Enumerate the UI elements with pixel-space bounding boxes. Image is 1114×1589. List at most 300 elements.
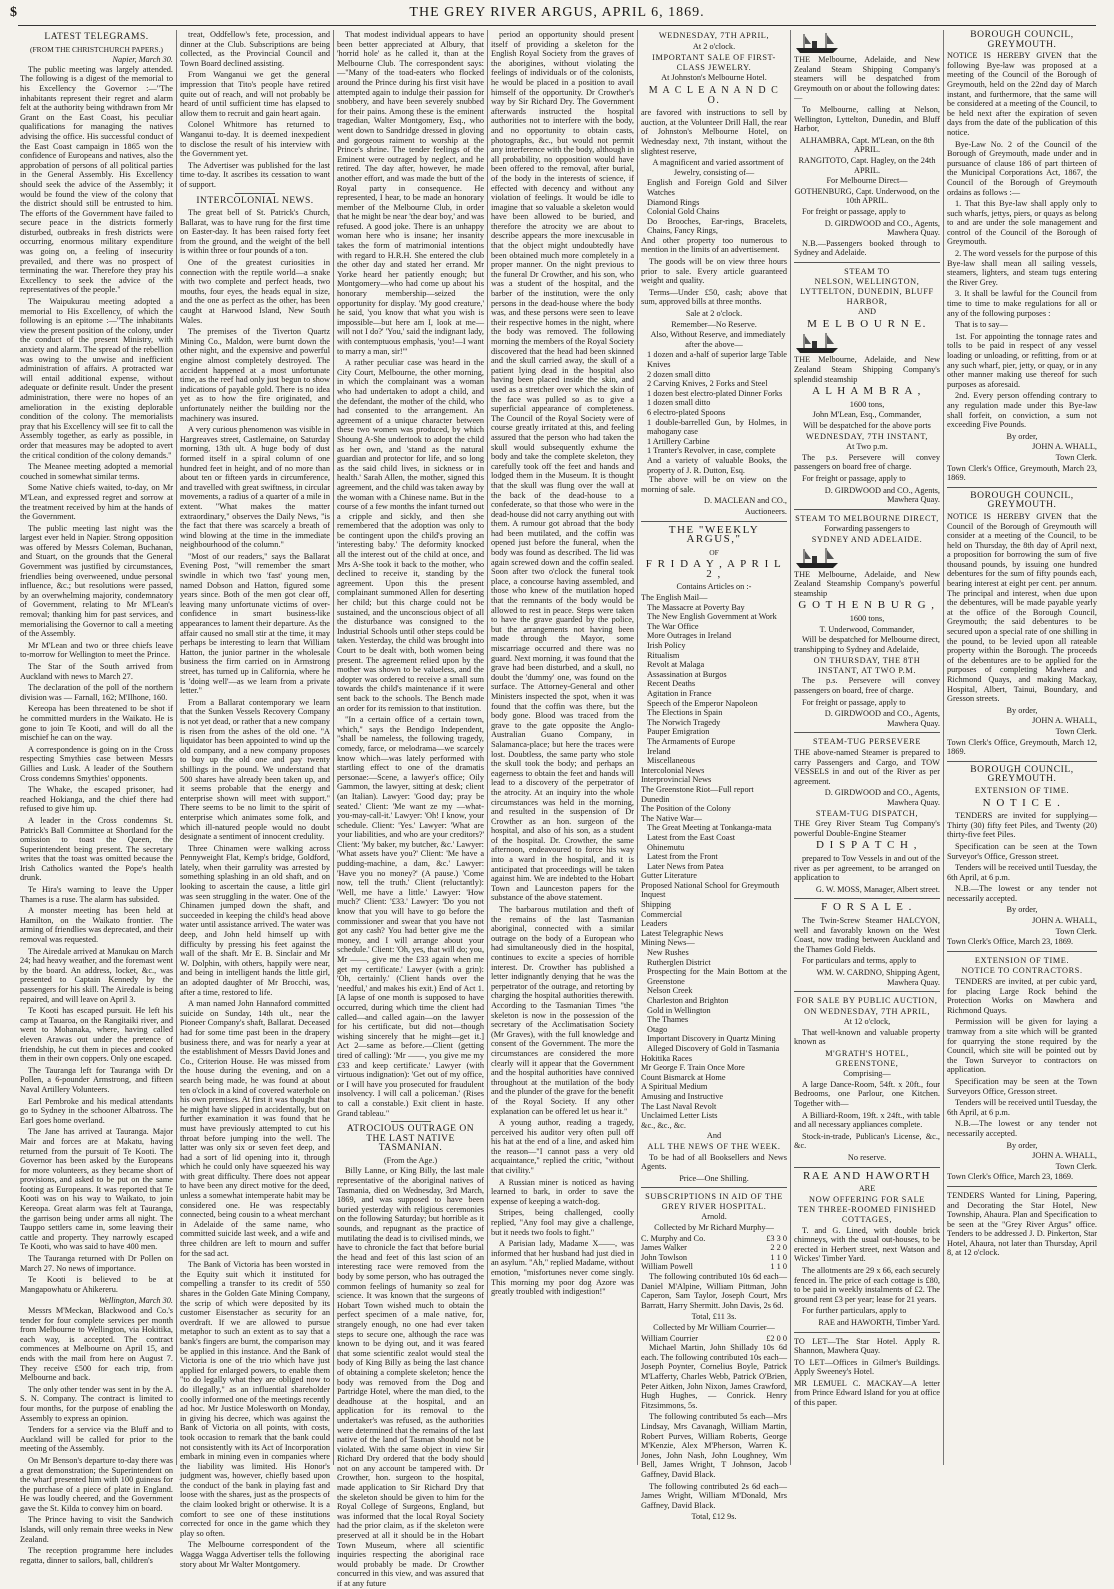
list-item: Hokitika Races (641, 1053, 692, 1063)
list-item: The Thames (647, 1015, 689, 1025)
divider (947, 951, 1097, 952)
paragraph: The declaration of the poll of the northern division was — Farnall, 162; M'Ilhone, 160. (20, 683, 173, 702)
ships-agent: D. GIRDWOOD and CO., Agents, Mawhera Quay. (824, 218, 940, 238)
subscriber-name: James Walker (641, 1243, 687, 1253)
paragraph: A leader in the Cross condemns St. Patrick's Ball Committee at Shortland for the omission to toast the Queen, the Superintendent being present. The secretary writes that the toast was omitted because the Irish Catholics wanted the Pope's health drunk. (20, 815, 173, 883)
list-item: 1 Artillery Carbine (647, 436, 710, 446)
list-item: 1 dozen best electro-plated Dinner Forks (647, 388, 783, 398)
list-item: Important Discovery in Quartz Mining (647, 1034, 776, 1044)
tasmanian-continued (491, 30, 634, 1297)
telegram-continued (180, 30, 330, 190)
list-item: A Spiritual Medium (641, 1082, 708, 1092)
list-item: Otago (647, 1024, 668, 1034)
b1-order: By order, (1006, 431, 1038, 441)
list-item: Rutherglen District (647, 957, 711, 967)
weekly-price: Price—One Shilling. (679, 1173, 749, 1183)
hospital-subs-2 (641, 1334, 787, 1344)
hospital-collector-1: Collected by Mr Richard Murphy— (654, 1223, 774, 1233)
paragraph: The Whake, the escaped prisoner, had reached Hokianga, and the chief there had refused to give him up. (20, 785, 173, 814)
borough-body-2: NOTICE IS HEREBY GIVEN that the Council of the Borough of Greymouth will consider at a meeting of the Council, to be held on Thursday, the 8th day of April next, a proposition for borrowing the sum of five thousand pounds, by issuing one hundred debentures for the sum of fifty pounds each, bearing interest at eight per cent. per annum. The principal and interest, when due upon the debentures, will be made payable yearly at the office of the Borough Council, Greymouth; the said debentures to be secured upon a special rate of one shilling in the pound, to be levied upon all rateable property within the Borough. The proceeds of the debentures are to be applied for the purposes of completing Mawhera and Richmond Quays, and making Mackay, Hospital, Albert, Tainui, Boundary, and Gresson streets. (947, 511, 1097, 704)
hospital-title: SUBSCRIPTIONS IN AID OF THE GREY RIVER HOSPITAL. (645, 1192, 783, 1211)
subscriber-name: William Courrier (641, 1333, 699, 1343)
paragraph: 1st. For appointing the tonnage rates and tolls to be paid in respect of any vessel loading or unloading, or refitting, from or at any such wharf, pier, jetty, or quay, or in any other manner making use thereof for such purposes as aforesaid. (947, 331, 1097, 389)
paragraph: Stripes, being challenged, coolly replied, "Any fool may give a challenge, but it needs two fools to fight." (491, 1208, 634, 1237)
mining-list (641, 948, 787, 1054)
b2-order: By order, (1006, 705, 1038, 715)
paragraph: "In a certain office of a certain town, which," says the Bendigo Independent, "shall be nameless, the following tragedy, comedy, farce, or melodrama—we scarcely know which—was lately performed with startling effect to one of the dramatis personae:—Scene, a lawyer's office; Oily Gammon, the lawyer, sitting at desk; client (an Italian). Lawyer: 'Good day; pray be seated.' Client: 'Me want ze my —what-you-may-call-it.' Lawyer: 'Oh! I know, your schedule. Client: 'Yes.' Lawyer: 'What are your liabilities, and who are your creditors?' Client: 'My baker, my butcher, &c.' Lawyer: 'What assets have you?' Client: 'Me have a pudding-machine, a dam, &c.' Lawyer: 'Have you no money?' (A pause.) 'Come now, tell the truth.' Client (reluctantly): 'Well, me have a little.' Lawyer: 'How much?' Client: '£33.' Lawyer: 'Do you not know that you will have to go before the commissioner and swear that you have not got any cash? You had better give me the money, and I will arrange about your schedule.' Client: 'Oh, yes, that will do; you, Mr ——, give me the £33 again when me get my certificate.' Lawyer (with a grin): 'Oh, certainly.' (Client hands over the 'needful,' and makes his exit.) End of Act 1. [A lapse of one month is supposed to have occurred, during which time the client had called—and called again—on the lawyer for his certificate, but did not—though wishing sincerely that he might—get it.] Act 2—same as before.—Client (getting tired of calling): 'Mr ——, you give me my £33 and keep certificate.' Lawyer (with virtuous indignation): 'Get out of my office, or I will have you prosecuted for fraudulent insolvency. I will call a policeman.' (Rises to call a constable.) Exit client in haste. Grand tableau." (337, 715, 485, 1118)
b3-ext: EXTENSION OF TIME. (974, 785, 1070, 795)
list-item: The Great Meeting at Tonkanga-mata (647, 823, 772, 833)
steam2-note: The p.s. Persevere will convey passengers on board, free of charge. (794, 676, 940, 696)
paragraph: period an opportunity should present itself of providing a skeleton for the English Royal Society from the graves of the aborigines, without violating the feelings of individuals or of the colonists, he would be placed in a position to avail himself of the opportunity. Dr Crowther's way by Sir Richard Dry. The Government afterwards instructed the hospital authorities not to interfere with the body, and no opportunity to obtain casts, photographs, &c., but would not permit any interference with the body, although in all probability, no opposition would have been offered to the removal, after burial, of the body in the interests of science, if effected with decency and without any violation of feelings. It would be idle to imagine that so valuable a skeleton would have been allowed to be buried, and therefore the atrocity we are about to describe appears the more inexcusable in that the object might undoubtedly have been obtained much more completely in a proper manner. On the night previous to the funeral Dr Crowther, and his son, who was a student of the hospital, and the barber of the institution, were the only persons in the dead-house where the body was, and these persons were seen to leave their respective homes in the night, where the body was removed. The following morning the members of the Royal Society discovered that the head had been skinned and the skull carried away, the skull of a patient lying dead in the hospital also having been placed inside the skin, and used as a stretcher over which the skin of the face was pulled so as to give a superficial appearance of completeness. The Council of the Royal Society were of course greatly irritated at this, and feeling assured that the person who had taken the skull would subsequently exhume the body and take the complete skeleton, they carefully took off the feet and hands and lodged them in the Museum. It is thought that the skull was flung over the wall at the back of the dead-house to a confederate, so that those who were in the dead-house did not carry anything out with them. A rumour got abroad that the body had been mutilated, and the coffin was opened just before the funeral, when the body was found as described. The lid was again screwed down and the coffin sealed. Soon after two o'clock the funeral took place, a concourse having assembled, and those who knew of the mutilation hoped that the remnants of the body would be allowed to rest in peace. Steps were taken to have the grave guarded by the police, but the arrangements not having been made through the Mayor, some miscarriage occurred and there was no guard. Next morning, it was found that the grave had been disturbed, and a skull, no doubt the 'dummy' one, was found on the surface. The Attorney-General and other Ministers inspected the spot, when it was found that the coffin was there, but the body gone. Blood was traced from the grave to the gate opposite the Anglo-Australian Guano Company, in Salamanca-place; but here the traces were lost. Doubtless, the same party who stole the skull took the body; and perhaps an eagerness to obtain the feet and hands will lead to a discovery of the perpetrator of the atrocity. At an inquiry into the whole circumstances was held in the morning, and resulted in the suspension of Dr Crowther as an hon. surgeon of the hospital, and also of his son, as a student of the hospital. Dr. Crowther, the same afternoon, endeavoured to force his way into a ward in the hospital, and it is anticipated that proceedings will be taken against him. We are indebted to the Hobart Town and Launceston papers for the substance of the above statement. (491, 30, 634, 903)
paragraph: 1. That this Bye-law shall apply only to such wharfs, jettys, piers, or quays as belong to and are under the sole management and control of the Council of the Borough of Greymouth. (947, 199, 1097, 247)
subscription-row (641, 1243, 787, 1253)
paragraph: The Tauranga left for Tauranga with Dr Pollen, a 6-pounder Armstrong, and fifteen Naval Artillery Volunteers. (20, 1065, 173, 1094)
b4-body: TENDERS are invited, at per cubic yard, for placing Large Rock behind the Protection Works on Mawhera and Richmond Quays. (947, 977, 1097, 1015)
paragraph: The Jane has arrived at Tauranga. Major Mair and forces are at Makatu, having returned from the pursuit of Te Kooti. The Governor has been asked by the Europeans for more volunteers, as they became short of provisions, and asked to be put on the same footing as Europeans. It was reported that Te Kooti was on his way to Waikato, to join Kereopa. Great alarm was felt at Tauranga, the garrison being under arms all night. The Tauppo settlers came in, some leaving their cattle and property. They narrowly escaped Te Kooti, who was said to have 400 men. (20, 1127, 173, 1252)
sale-extra: And other property too numerous to mention in the limits of an advertisement. (641, 235, 787, 255)
b4-role: Town Clerk. (1055, 1161, 1097, 1171)
auction-comprising: Comprising— (843, 1069, 891, 1079)
paragraph: Te Hira's warning to leave the Upper Thames is a ruse. The alarm has subsided. (20, 885, 173, 904)
paragraph: Kereopa has been threatened to be shot if he committed murders in the Waikato. He is gone to join Te Kooti, and will do all the mischief he can on the way. (20, 704, 173, 743)
b3-order: By order, (1006, 905, 1038, 915)
steam-to: STEAM TO (844, 266, 890, 276)
masthead-rule (18, 25, 1096, 26)
list-item: Ireland (647, 746, 671, 756)
b3-nb: N.B.—The lowest or any tender not necessarily accepted. (947, 884, 1097, 903)
subscription-row (641, 1334, 787, 1344)
weekly-and: And (706, 1131, 722, 1141)
b3-notice: N O T I C E . (982, 796, 1062, 809)
misc-paragraphs (337, 30, 484, 1118)
steam-desp: Will be despatched for the above ports (803, 421, 931, 430)
list-item: Latest from the Front (647, 852, 718, 862)
paragraph: The public meeting last night was the largest ever held in Napier. Strong opposition was offered by Messrs Coleman, Buchanan, and Stuart, on the grounds that the General Government was justified by circumstances, friendlies being overweened, undue personal influence, &c.; but resolutions were passed, by an overwhelming majority, condemnatory of Government, relating to Mr M'Lean's removal; thanking him for past services, and memorialising the Governor to call a meeting of the Assembly. (20, 523, 173, 639)
rae-agent: RAE and HAWORTH, Timber Yard. (818, 1317, 940, 1327)
sale-also: Also, Without Reserve, and immediately after the above— (650, 330, 786, 349)
page-mark: $ (10, 5, 18, 20)
list-item: Proposed National School for Greymouth (641, 880, 780, 890)
sale-body: are favored with instructions to sell by auction, at the Volunteer Drill Hall, the rear of Johnston's Melbourne Hotel, on Wednesday next, 7th instant, without the slightest reserve, (641, 108, 787, 156)
subscription-amount: £2 0 0 (766, 1333, 787, 1343)
tasmanian-paragraphs (337, 1166, 484, 1588)
hospital-body-2: Michael Martin, John Shillady 10s 6d each. The following contributed 10s each—Joseph Poynter, Cornelius Boyle, Patrick M'Lafferty, Charles Webb, Patrick O'Brien, Peter Aitken, John Nixon, James Crawford, Hugh Hughes, — Conrick. Henry Fitzsimmons, 5s. (641, 1343, 787, 1410)
column-6 (794, 30, 940, 1467)
list-item: Shipping (641, 900, 671, 910)
subscription-amount: £3 3 0 (766, 1233, 787, 1243)
list-item: Commercial (641, 909, 683, 919)
star-hotel-tender: TENDERS Wanted for Lining, Papering, and Decorating the Star Hotel, New Township, Ahaura. Plan and Specification to be seen at the "Grey River Argus" office. Tenders to be addressed J. D. Pinkerton, Star Hotel, Ahaura, not later than Thursday, April 8, at 12 o'clock. (947, 1190, 1097, 1258)
b4-ext: EXTENSION OF TIME. (974, 955, 1070, 965)
list-item: And a variety of valuable Books, the property of J. R. Dutton, Esq. (647, 455, 787, 475)
list-item: Diamond Rings (647, 197, 700, 207)
rae-apply: For further particulars, apply to (802, 1306, 907, 1316)
weekly-other-list (641, 766, 787, 814)
sale-view: The goods will be on view three hours prior to sale. Every article guaranteed weight and quality. (641, 257, 787, 286)
sale-time: At 2 o'clock. (692, 41, 736, 51)
list-item: 2 Carving Knives, 2 Forks and Steel (647, 379, 768, 389)
divider (794, 898, 940, 899)
paragraph: The Tauranga returned with Dr Pollen on March 27. No news of importance. (20, 1254, 173, 1273)
paragraph: A rather peculiar case was heard in the City Court, Melbourne, the other morning, in which the complainant was a woman who had undertaken to adopt a child, and the defendant, the mother of the child, who had consented to the arrangement. An agreement of a unique character between these two women was produced, by which Shoung A-She undertook to adopt the child as her own, and 'stand as the natural guardian and protector for life, and so long as the said child lives, in sickness or in health.' Sarah Allen, the mother, signed this agreement, and the child was taken away by the woman with a Chinese name. But in the course of a few months the infant turned out a cripple and sickly, and then she remembered that the adoption was only to be contingent upon the child's proving an 'interesting baby.' The deformity knocked all the interest out of the child at once, and Mrs A-She took it back to the mother, who declined to receive it, standing by the agreement. Upon this the present complainant summoned Allen for deserting her child; but this charge could not be sustained, and the unconscious object of all the disturbance was consigned to the Industrial Schools until other steps could be taken. Yesterday, the child was brought into Court to be dealt with, both women being present. The agreement relied upon by the mother was shown to be valueless, and the adopter was ordered to receive a small sum towards the child's maintenance if it were sent back to the schools. The Bench made an order for its remission to that institution. (337, 358, 484, 713)
b4-nb: N.B.—The lowest or any tender not necessarily accepted. (947, 1119, 1097, 1138)
sale-date: WEDNESDAY, 7TH APRIL, (658, 31, 770, 40)
tug2-body2: prepared to Tow Vessels in and out of the river as per agreement, to be arranged on application to (794, 853, 940, 883)
steam2-dest: SYDNEY AND ADELAIDE. (811, 534, 923, 544)
weekly-date: F R I D A Y , A P R I L 2 , (645, 558, 783, 580)
list-item: Gold in Wellington (647, 1005, 711, 1015)
telegram-paragraphs (20, 65, 173, 1295)
paragraph: The Airedale arrived at Manukau on March 24; had heavy weather, and the foremast went by the board. An address, locket, &c., was presented to Captain Kennedy by the passengers for his skill. The Airedale is being repaired, and will leave on April 3. (20, 946, 173, 1004)
paragraph: Some Native chiefs waited, to-day, on Mr M'Lean, and expressed regret and sorrow at the treatment received by him at the hands of the Government. (20, 483, 173, 522)
tug2-title: STEAM-TUG DISPATCH, (815, 808, 919, 818)
list-item: 2 dozen small ditto (647, 369, 711, 379)
divider (794, 509, 940, 510)
jewelry-sale-title: IMPORTANT SALE OF FIRST-CLASS JEWELRY. (652, 53, 776, 72)
weekly-more-list (641, 871, 787, 938)
steam2-freight: For freight or passage, apply to (802, 697, 906, 707)
paragraph: A Russian miner is noticed as having learned to bark, in order to save the expense of keeping a watch-dog. (491, 1177, 634, 1206)
subscription-row (641, 1234, 787, 1244)
bye-law-items (947, 199, 1097, 430)
subscription-row (641, 1253, 787, 1263)
paragraph: A young author, reading a tragedy, perceived his auditor very often pull off his hat at the end of a line, and asked him the reason—"I cannot pass a very old acquaintance," replied the critic, "without that civility." (491, 1118, 634, 1176)
steam2-ship-name: G O T H E N B U R G , (798, 599, 936, 612)
weekly-all-news: ALL THE NEWS OF THE WEEK. (647, 1141, 781, 1151)
ship-alhambra: ALHAMBRA, Capt. M'Lean, on the 8th APRIL. (799, 135, 935, 155)
steam2-intro: THE Melbourne, Adelaide, and New Zealand Steamship Company's powerful steamship (794, 569, 940, 598)
divider (641, 1187, 787, 1188)
auction-body: That well-known and valuable property known as (794, 1027, 940, 1047)
list-item: Pauper Emigration (647, 727, 710, 737)
paragraph: A Parisian lady, Madame X——, was informed that her husband had just died in an asylum. "Ah," replied Madame, without emotion, "misfortunes never come singly. This morning my poor dog Azore was greatly troubled with indigestion!" (491, 1239, 634, 1297)
hospital-total-1: Total, £11 3s. (691, 1312, 737, 1322)
b3-body: TENDERS are invited for supplying—Thirty (30) fifty feet Piles, and Twenty (20) thirty-five feet Piles. (947, 811, 1097, 840)
hospital-body-1: The following contributed 10s 6d each—Daniel M'Alpine, William Pittman, John Caperon, Sam Taylor, Joseph Court, Mrs Barratt, Harry Shermitt. John Davis, 2s 6d. (641, 1272, 787, 1310)
auction-details: A large Dance-Room, 54ft. x 20ft., four Bedrooms, one Parlour, one Kitchen. Together with— (794, 1079, 940, 1109)
b4-perm: Permission will be given for laying a tramway from a site which will be granted for quarrying the stone required by the Council, which site will be pointed out by the Town Surveyor to contractors on application. (947, 1017, 1097, 1075)
b1-office: Town Clerk's Office, Greymouth, March 23, 1869. (947, 463, 1097, 483)
paragraph: That modest individual appears to have been better appreciated at Albury, that 'horrid hole' as he called it, than at the Melbourne Club. The correspondent says:—"Many of the toad-eaters who flocked around the Prince during his first visit have attempted again to indulge their passion for snobbery, and have been severely snubbed for their pains. Among these is the eminent tragedian, Walter Montgomery, Esq., who went down to Sandridge dressed in gloving and gorgeous raiment to worship at the Prince's shrine. The tender feelings of the Eminent were outraged by neglect, and he retired. The day after, however, he made another effort, and was made the butt of the Royal party in consequence. He represented, I hear, to be made an honorary member of the Melbourne Club, in order that he might be near 'the dear boy,' and was refused. A good joke. There is an unhappy woman here who is insane; her insanity takes the form of matrimonial intentions with regard to H.R.H. She entered the club the other day and stated her errand. Mr Yorke heard her patiently enough; but Montgomery—who had come up about his honorary membership—seized the opportunity for display. 'My good creature,' he said, 'you know that what you wish is impossible—but here am I, look at me—will not I do?' 'You,' said the indignant lady, with contemptuous emphasis, 'you!—I want to marry a man, sir!'" (337, 30, 484, 356)
auction-reserve: No reserve. (847, 1153, 887, 1162)
paragraph: Messrs M'Meckan, Blackwood and Co.'s tender for four complete services per month from Melbourne to Wellington, via Hokitika, each way, is accepted. The contract commences at Melbourne on April 15, and ends with the mail from here on August 7. They receive £500 for each trip, from Melbourne and back. (20, 1306, 173, 1383)
subscriber-name: William Powell (641, 1262, 693, 1272)
column-divider (637, 30, 638, 1465)
paragraph: A very curious phenomenon was visible in Hargreaves street, Castlemaine, on Saturday morning, 13th ult. A huge body of dust formed itself in a spiral column of one hundred feet in height, and of no more than about ten or fifteen yards in circumference, and travelled with great swiftness, in circular movements, a radius of a quarter of a mile in extent. "What makes the matter extraordinary," observes the Daily News, "is the fact that there was scarcely a breath of wind blowing at the time in the immediate neighbourhood of the column." (180, 425, 330, 550)
list-item: Miscellaneous (647, 756, 695, 766)
borough-body-1: NOTICE IS HEREBY GIVEN that the following Bye-law was proposed at a meeting of the Council of the Borough of Greymouth, held on the 22nd day of March instant, and furthermore, that the same will be considered at a meeting of the Council, to be held next after the expiration of seven days from the date of the publication of this notice. (947, 51, 1097, 137)
steam-note: The p.s. Persevere will convey passengers on board free of charge. (794, 452, 940, 472)
paragraph: The Bank of Victoria has been worsted in the Equity suit which it instituted for compelling a transfer to its credit of 550 shares in the Golden Gate Mining Company, the scrip of which were deposited by its customer Eisenstacher as security for an overdraft. If we are allowed to pursue metaphor to such an extent as to say that a bank's fingers are burnt, the comparison may be applied in this instance. And the Bank of Victoria is one of the trio which have just applied for enlarged powers, to enable them "to do legally what they are obliged now to do illegally," as an influential shareholder coolly informed one of the meetings recently ad hoc. Mr Justice Molesworth on Monday, in giving his decree, which was against the Bank of Victoria on all points, with costs, took occasion to remark that the bank could not consistently with its Act of Incorporation embark in mining even in companies where the liability was limited. His Honor's judgment was, however, chiefly based upon the conduct of the bank in playing fast and loose with the shares, just as the prospects of the claim looked bright or otherwise. It is a comfort to see one of these institutions corrected for once in the game which they play so often. (180, 1260, 330, 1538)
weekly-contains: Contains Articles on :- (676, 582, 752, 592)
masthead-title: THE GREY RIVER ARGUS, APRIL 6, 1869. (409, 5, 705, 20)
sale-view2: The above will be on view on the morning of sale. (641, 475, 787, 494)
column-divider (333, 30, 334, 1465)
divider (641, 521, 787, 522)
masthead (0, 0, 1114, 26)
steam-captain: John M'Lean, Esq., Commander, (812, 410, 922, 420)
paragraph: treat, Oddfellow's fete, procession, and dinner at the Club. Subscriptions are being collected, as the Provincial Council and Town Board declined assisting. (180, 30, 330, 68)
ship-rangitoto: RANGITOTO, Capt. Hagley, on the 24th APRIL. (798, 155, 936, 175)
dateline-napier: Napier, March 30. (112, 55, 173, 65)
list-item: The Armaments of Europe (647, 736, 736, 746)
subscription-amount: 2 2 0 (770, 1243, 787, 1253)
forsale-body: The Twin-Screw Steamer HALCYON, well and favorably known on the West Coast, now trading between Auckland and the Thames Gold Fields. (794, 915, 940, 954)
b4-title: NOTICE TO CONTRACTORS. (961, 966, 1083, 976)
list-item: Revolt at Malaga (647, 660, 705, 670)
list-item: Irish Policy (647, 641, 686, 651)
steam-date: WEDNESDAY, 7TH INSTANT, (805, 431, 929, 441)
bye-law-intro: Bye-Law No. 2 of the Council of the Borough of Greymouth, made under and in pursuance of clause 186 of part thirteen of the Municipal Corporations Act, 1867, the Council of the Borough of Greymouth ordains as follows :— (947, 139, 1097, 197)
hospital-body-4: The following contributed 2s 6d each—James Wright, William M'Donald, Mrs Gaffney, David Black. (641, 1481, 787, 1510)
list-item: Colonial Gold Chains (647, 207, 720, 217)
ship-gothenburg: GOTHENBURG, Capt. Underwood, on the 10th APRIL. (794, 186, 940, 206)
hospital-subs-1 (641, 1234, 787, 1272)
column-divider (790, 30, 791, 1465)
wellington-paragraphs (20, 1306, 173, 1565)
paragraph: The Prince having to visit the Sandwich Islands, will only remain three weeks in New Zealand. (20, 1515, 173, 1544)
hospital-collector-2: Collected by Mr William Courrier— (653, 1323, 775, 1332)
english-mail-label: The English Mail— (641, 593, 708, 603)
tug2-agent: G. W. MOSS, Manager, Albert street. (815, 884, 940, 894)
list-item: Count Bismarck at Home (641, 1072, 726, 1082)
paragraph: A monster meeting has been held at Hamilton, on the Waikato frontier. The arming of friendlies was deprecated, and their removal was requested. (20, 906, 173, 945)
list-item: The War Office (647, 621, 699, 631)
list-item: Prospecting for the Main Bottom at the Greenstone (647, 967, 787, 986)
tasmanian-heading: ATROCIOUS OUTRAGE ON THE LAST NATIVE TASMANIAN. (346, 1124, 475, 1154)
steamship-icon (794, 32, 840, 54)
native-war-list (641, 823, 787, 871)
b4-office: Town Clerk's Office, March 23, 1869. (947, 1172, 1074, 1182)
divider (947, 1186, 1097, 1187)
hospital-total-2: Total, £12 9s. (691, 1512, 737, 1522)
auction-date: ON WEDNESDAY, 7TH APRIL, (803, 1006, 931, 1016)
list-item: Nelson Creek (647, 986, 693, 996)
paragraph: The barbarous mutilation and theft of the remains of the last Tasmanian aboriginal, connected with a similar outrage on the body of a European who had simultaneously died in the hospital, continues to excite a species of horrible interest. Dr. Crowther has published a letter indignantly denying that he was the perpetrator of the outrage, and retorting by charging the hospital authorities therewith. According to the Tasmanian Times "the skeleton is now in the possession of the secretary of the Acclimatisation Society (Mr Graves), with the full knowledge and consent of the Government. The more the circumstances are considered the more clearly will it appear that the Government and the hospital authorities have connived throughout at the mutilation of the body and the plunder of the grave for the benefit of the Royal Society. If any other explanation can be offered let us hear it." (491, 905, 634, 1116)
paragraph: "Most of our readers," says the Ballarat Evening Post, "will remember the smart swindle in which two 'fast' young men, named Dobson and Hatton, figured some years since. Both of the men got clear off, leaving many unfortunate victims of over-confidence in smart business-like appearances to lament their departure. As the affair caused no small stir at the time, it may perhaps be interesting to learn that William Hatton, the junior partner in the wholesale business the firm carried on in Armstrong street, has turned up in California, where he is 'doing well'—as we learn from a private letter." (180, 551, 330, 696)
ships-nb: N.B.—Passengers booked through to Sydney and Adelaide. (794, 238, 940, 258)
paragraph: 2. The word vessels for the purpose of this Bye-law shall mean all sailing vessels, steamers, lighters, and steam tugs entering the River Grey. (947, 249, 1097, 287)
list-item: Ohinemutu (647, 842, 685, 852)
forsale-agent: WM. W. CARDNO, Shipping Agent, Mawhera Quay. (816, 967, 940, 987)
list-item: Gutter Literature (641, 871, 697, 881)
telegram-source: (FROM THE CHRISTCHURCH PAPERS.) (30, 44, 163, 54)
list-item: Mr George F. Train Once More (641, 1063, 745, 1073)
subscription-amount: 1 1 0 (770, 1252, 787, 1262)
paragraph: The great bell of St. Patrick's Church, Ballarat, was to have rung for the first time on Easter-day. It has been raised forty feet from the ground, and the weight of the bell is within three or four pounds of a ton. (180, 208, 330, 256)
rae-body2: The allotments are 29 x 66, each securely fenced in. The price of each cottage is £80, to be paid in weekly instalments of £2. The ground rent £3 per year; lease for 21 years. (794, 1265, 940, 1304)
list-item: Agitation in France (647, 689, 712, 698)
list-item: 6 electro-plated Spoons (647, 407, 726, 417)
steam-tons: 1600 tons, (849, 399, 885, 409)
tug2-body: THE Grey River Steam Tug Company's powerful Double-Engine Steamer (794, 819, 940, 838)
divider (794, 1167, 940, 1168)
steamship-icon (794, 332, 840, 354)
paragraph: The Advertiser was published for the last time to-day. It ascribes its cessation to want of support. (180, 160, 330, 189)
paragraph: The Meanee meeting adopted a memorial couched in somewhat similar terms. (20, 462, 173, 481)
list-item: 1 double-barrelled Gun, by Holmes, in mahogany case (647, 417, 787, 437)
paragraph: A correspondence is going on in the Cross respecting Smythies case between Messrs Gillies and Lusk. A leader of the Southern Cross condemns Smythies' opponents. (20, 744, 173, 783)
list-item: Interprovincial News (641, 775, 712, 785)
column-4 (491, 30, 634, 1467)
borough-title-1: BOROUGH COUNCIL, GREYMOUTH. (970, 30, 1074, 50)
list-item: Unclaimed Letter Lists (641, 1111, 718, 1121)
weekly-argus-title: THE "WEEKLY ARGUS," (668, 523, 760, 546)
b4-order: By order, (1006, 1140, 1038, 1150)
list-item: The Massacre at Poverty Bay (647, 602, 745, 612)
rae-are: ARE (858, 1184, 876, 1194)
paragraph: Te Kooti has escaped pursuit. He left his camp at Tauaroa, on the Rangitaiki river, and went to Mohanaka, where, having called eleven Arawas out under the pretence of friendship, he cut them in pieces and cooked them in their own coppers. Only one escaped. (20, 1006, 173, 1064)
steam-freight: For freight or passage, apply to (802, 473, 906, 483)
paragraph: The Waipukurau meeting adopted a memorial to His Excellency, of which the following is an epitome :—"The inhabitants view the present position of the colony, under the conduct of the present Ministry, with anxiety and alarm. The spread of the rebellion was owing to the unwise and inefficient administration of affairs. A protracted war will entail additional expense, without adequate or definite result. Under the present administration, there were no hopes of an amelioration in the existing deplorable condition of the colony. The memorialists pray that his Excellency will see fit to call the Assembly together, as early as possible, in order that measures may be adopted to avert the critical condition of the colony demands." (20, 297, 173, 460)
b3-office: Town Clerk's Office, March 23, 1869. (947, 937, 1074, 947)
paragraph: The only other tender was sent in by the A. S. N. Company. The contract is limited to four months, for the purpose of enabling the Assembly to express an opinion. (20, 1384, 173, 1423)
paragraph: Te Kooti is believed to be at Mangapowhatu or Ahikereru. (20, 1275, 173, 1294)
b3-recv: Tenders will be received until Tuesday, the 6th April, at 6 p.m. (947, 863, 1097, 882)
subscriber-name: John Towlson (641, 1252, 688, 1262)
paragraph: Tenders for a service via the Bluff and to Auckland will be called for prior to the meeting of the Assembly. (20, 1425, 173, 1454)
list-item: More Outrages in Ireland (647, 631, 732, 641)
list-item: Inquest (641, 890, 666, 900)
steam-ship-name: A L H A M B R A , (812, 385, 922, 398)
column-divider (487, 30, 488, 1465)
steam-dest: M E L B O U R N E. (807, 317, 927, 330)
list-item: Ritualism (647, 650, 680, 660)
divider (794, 262, 940, 263)
column-divider (176, 30, 177, 1465)
column-7 (947, 30, 1097, 1467)
paragraph: The premises of the Tiverton Quartz Mining Co., Maldon, were burnt down the other night, and the expensive and powerful engine almost completely destroyed. The accident happened at a most unfortunate time, as the reef had only just begun to show indications of payable gold. There is no idea yet as to how the fire originated, and unfortunately neither the building nor the machinery was insured. (180, 327, 330, 423)
divider (794, 1332, 940, 1333)
latest-telegrams-heading: LATEST TELEGRAMS. (44, 32, 149, 42)
melbourne-direct: For Melbourne Direct— (826, 176, 908, 186)
list-item: New Rushes (647, 948, 689, 958)
b2-sig: JOHN A. WHALL, (1032, 716, 1097, 726)
sale-place: At Johnston's Melbourne Hotel. (661, 73, 767, 83)
b4-sig: JOHN A. WHALL, (1032, 1151, 1097, 1161)
tasmanian-source: (From the Age.) (383, 1155, 438, 1165)
steam2-title: STEAM TO MELBOURNE DIRECT, (795, 513, 939, 523)
column-3 (337, 30, 485, 1588)
list-item: 1 dozen and a-half of superior large Table Knives (647, 350, 787, 369)
tug1-title: STEAM-TUG PERSEVERE (813, 737, 921, 747)
mackay-notice: MR LEMUEL C. MACKAY—A letter from Prince Edward Island for you at office of this paper. (794, 1378, 940, 1408)
paragraph: The public meeting was largely attended. The following is a digest of the memorial to his Excellency the Governor :—"The inhabitants represent their regret and alarm felt at the authority being withdrawn from Mr Grant on the East Coast, his peculiar qualifications for managing the natives advising the office. His successful conduct of the East Coast campaign in 1865 won the confidence of Europeans and natives, also the approbation of persons of all political parties in the General Assembly. His Excellency should seek the advice of the Assembly; it would be found the view of the colony that the district should still be entrusted to him. The efforts of the Government have failed to secure peace in the districts formerly disturbed, outbreaks in fresh districts were occurring, enormous military expenditure was going on, a feeling of insecurity prevailed, and there was no prospect of terminating the war. Therefore they pray his Excellency to seek the advice of the representatives of the people." (20, 64, 173, 295)
jewelry-items (641, 178, 787, 236)
list-item: Later News from Patea (647, 861, 724, 871)
sale-intro: A magnificent and varied assortment of Jewelry, consisting of— (652, 158, 784, 177)
paragraph: One of the greatest curiosities in connection with the reptile world—a snake with two complete and perfect heads, two mouths, four eyes, the heads equal in size, and the one as perfect as the other, has been caught at Harwood Island, New South Wales. (180, 258, 330, 325)
divider (794, 732, 940, 733)
column-1 (20, 30, 173, 1565)
tolet-star-hotel: TO LET—The Star Hotel. Apply R. Shannon, Mawhera Quay. (794, 1336, 940, 1356)
steam2-desp: Will be despatched for Melbourne direct, transhipping to Sydney and Adelaide, (794, 635, 940, 654)
steam2-date: ON THURSDAY, THE 8TH INSTANT, AT TWO P.M. (813, 656, 921, 675)
paragraph: 2nd. Every person offending contrary to any regulation made under this Bye-law shall forfeit, on conviction, a sum not exceeding Five Pounds. (947, 391, 1097, 430)
steam-and: AND (858, 307, 876, 317)
auction-stock: Stock-in-trade, Publican's License, &c., &c. (794, 1131, 940, 1151)
mining-label: Mining News— (641, 938, 695, 948)
paragraph: The Melbourne correspondent of the Wagga Wagga Advertiser tells the following story about Mr Walter Montgomery. (180, 1540, 330, 1569)
paragraph: Three Chinamen were walking across Pennyweight Flat, Kemp's bridge, Goldford, lately, when their garrulity was arrested by something splashing in an old shaft, and on looking to ascertain the cause, a little girl was seen struggling in the water. One of the Chinamen jumped down the shaft, and succeeded in keeping the child's head above water until assistance arrived. The water was deep, and John held himself up with difficulty by pressing his feet against the wall of the shaft. Mr E. B. Sinclair and Mr W. Dolphin, with others, happily were near, and being in intelligent hands the little girl, an adopted daughter of Mr Brocchi, was, after a time, restored to life. (180, 843, 330, 997)
b1-sig: JOHN A. WHALL, (1032, 442, 1097, 452)
paragraph: From a Ballarat contemporary we learn that the Sunken Vessels Recovery Company is not yet dead, or rather that a new company is risen from the ashes of the old one. "A liquidator has been appointed to wind up the old company, and a new company proposes to buy up the old one and pay twenty shillings in the pound. We understand that 500 shares have already been taken up, and it seems probable that the energy and enterprise shown will meet with support." There seems to be no limit to the spirit of enterprise which animates some folk, and which ill-natured people would no doubt designate a sentiment of innocent credulity. (180, 697, 330, 842)
list-item: The New English Government at Work (647, 612, 777, 622)
maclean-name: M A C L E A N A N D C O. (648, 84, 780, 106)
forsale-apply: For particulars and terms, apply to (802, 956, 917, 966)
b4-spec: Specification may be seen at the Town Surveyors Office, Gresson street. (947, 1076, 1097, 1096)
rae-offering: NOW OFFERING FOR SALE (809, 1194, 925, 1204)
steam-agent: D. GIRDWOOD and CO., Agents, Mawhera Quay. (824, 485, 940, 505)
subscription-amount: 1 1 0 (770, 1262, 787, 1272)
sale-terms: Terms—Under £50, cash; above that sum, approved bills at three months. (641, 287, 787, 307)
list-item: The Norwich Tragedy (647, 717, 721, 727)
hospital-place: Arnold. (701, 1212, 727, 1222)
list-item: Dunedin (641, 794, 670, 804)
sale-signature: D. MACLEAN and CO., (704, 496, 787, 506)
paragraph: Colonel Whitmore has returned to Wanganui to-day. It is deemed inexpedient to disclose the result of his interview with the Government yet. (180, 120, 330, 159)
sale-no-reserve: Remember—No Reserve. (671, 319, 757, 329)
column-2 (180, 30, 330, 1569)
sale-hour: Sale at 2 o'clock. (685, 309, 743, 319)
steam-time: At Two p.m. (846, 442, 888, 452)
paragraph: Billy Lanne, or King Billy, the last male representative of the aboriginal natives of Tasmania, died on Wednesday, 3rd March, 1869, and was supposed to have been buried yesterday with religious ceremonies on the following Saturday; but horrible as it sounds, and repugnant as the practice of mutilating the dead is to civilised minds, we have to chronicle the fact that before burial the head and feet of this last scion of an interesting race were removed from the body by some person, who has outraged the common feelings of humanity so zeal for science. It was known that the surgeons of Hobart Town wished much to obtain the perfect specimen of a male native, for, strangely enough, no one had ever taken steps to secure one, although the race was known to be dying out, and it was feared that some scientific zealot would steal the body of King Billy as being the last chance of obtaining a complete skeleton; hence the body was removed from the Dog and Partridge Hotel, where the man died, to the deadhouse at the hospital, and an application for its removal to the undertaker's was refused, as the authorities were determined that the remains of the last native of the land of Tasman should not be violated. With the same object in view Sir Richard Dry ordered that the body should not on any account be tampered with. Dr Crowther, hon. surgeon to the hospital, made application to Sir Richard Dry that the skeleton should be given to him for the Royal College of Surgeons, England, but was informed that the local Royal Society had the prior claim, as if the skeleton were preserved at all it should be in the Hobart Town Museum, where all scientific inquiries respecting the aboriginal race would probably be made. Dr Crowther concurred in this view, and was assured that if at any future (337, 1166, 484, 1588)
auction-time: At 12 o'clock, (843, 1017, 891, 1027)
list-item: Charleston and Brighton (647, 996, 729, 1005)
list-item: The Last Naval Revolt (641, 1101, 717, 1111)
b3-spec: Specification can be seen at the Town Surveyor's Office, Gresson street. (947, 841, 1097, 861)
steam2-sub: Forwarding passengers to (824, 524, 910, 534)
list-item: Amusing and Instructive (641, 1091, 724, 1101)
tug1-agent: D. GIRDWOOD and CO., Agents, Mawhera Quay. (824, 788, 940, 807)
weekly-of: OF (709, 547, 719, 557)
list-item: English and Foreign Gold and Silver Watches (647, 178, 787, 197)
rae-title: RAE AND HAWORTH (803, 1169, 931, 1182)
b1-role: Town Clerk. (1055, 452, 1097, 462)
rae-cottages: TEN THREE-ROOMED FINISHED COTTAGES, (797, 1205, 937, 1224)
sale-lots (641, 350, 787, 475)
column-5 (641, 30, 787, 1522)
subscription-row (641, 1262, 787, 1272)
b2-role: Town Clerk. (1055, 726, 1097, 736)
divider (235, 193, 275, 194)
rae-body: T. and G. Lined, with double brick chimneys, with the usual out-houses, to be erected in Herbert street, next Watson and Wickes' Timber Yard. (794, 1225, 940, 1264)
column-divider (943, 30, 944, 1465)
dateline-wellington: Wellington, March 30. (98, 1296, 173, 1306)
steam-route: NELSON, WELLINGTON, LYTTELTON, DUNEDIN, BLUFF HARBOR, (800, 277, 934, 306)
paragraph: From Wanganui we get the general impression that Tito's people have retired quite out of reach, and will not probably be heard of until sufficient time has elapsed to allow them to recruit and gain heart again. (180, 70, 330, 118)
divider (794, 991, 940, 992)
subscriber-name: C. Murphy and Co. (641, 1233, 706, 1243)
steam2-tons: 1600 tons, (849, 613, 885, 623)
intercolonial-heading: INTERCOLONIAL NEWS. (196, 195, 314, 206)
list-item: Intercolonial News (641, 765, 705, 775)
hospital-body-3: The following contributed 5s each—Mrs Lindsay, Mrs Cavanagh, William Martin, Robert Purves, William Roberts, George M'Kenzie, Alex M'Pherson, Warren K. Jones, John Nash, John Loughney, Wm Bell, James Wright, T Johnson, Jacob Gaffney, David Black. (641, 1412, 787, 1479)
steamship-icon (794, 547, 840, 569)
list-item: The Elections in Spain (647, 708, 723, 718)
borough-title-3: BOROUGH COUNCIL, GREYMOUTH. (970, 764, 1074, 785)
tug2-ship: D I S P A T C H , (815, 839, 919, 852)
weekly-misc-list (641, 1054, 787, 1131)
divider (947, 761, 1097, 762)
intercolonial-paragraphs (180, 208, 330, 1569)
list-item: Alleged Discovery of Gold in Tasmania (647, 1043, 780, 1053)
list-item: Do Brooches, Ear-rings, Bracelets, Chains, Fancy Rings, (647, 216, 787, 236)
list-item: Leaders (641, 919, 668, 929)
b4-recv: Tenders will be received until Tuesday, the 6th April, at 6 p.m. (947, 1098, 1097, 1117)
ships-intro: THE Melbourne, Adelaide, and New Zealand Steam Shipping Company's steamers will be despatched from Greymouth on or about the following dates:— (794, 55, 940, 103)
